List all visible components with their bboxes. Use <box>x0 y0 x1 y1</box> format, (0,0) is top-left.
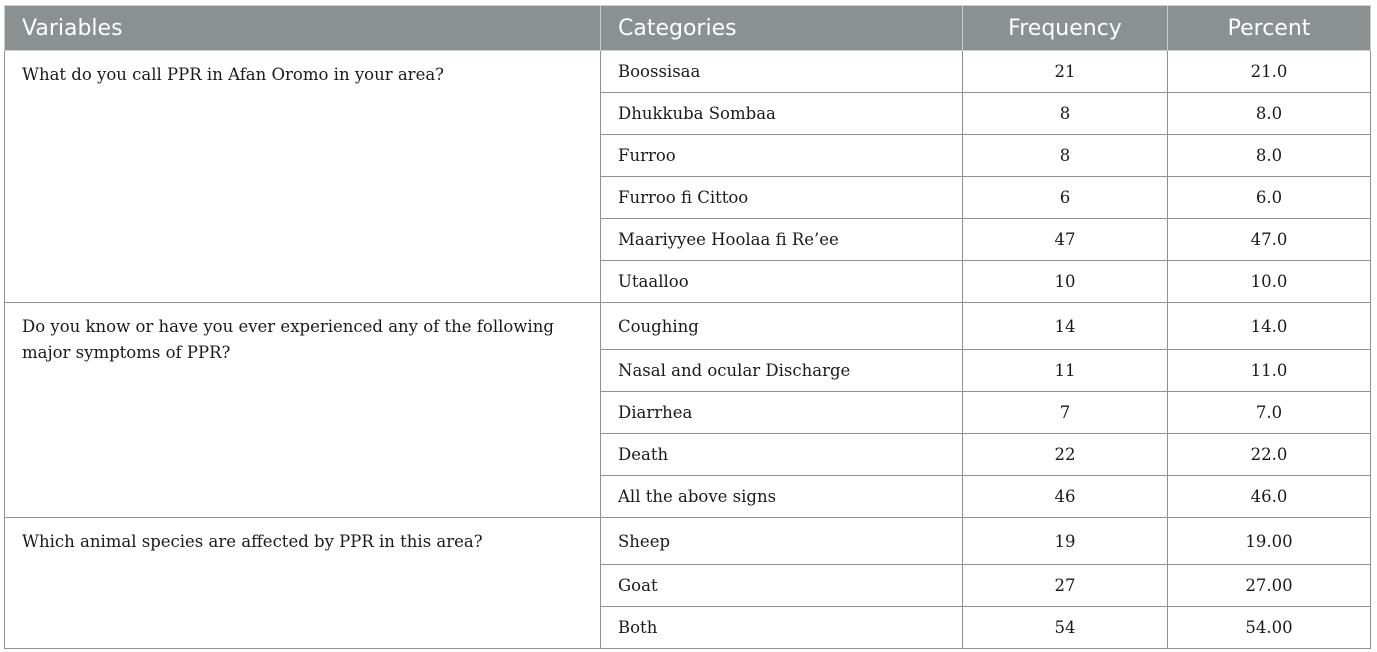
frequency-cell: 27 <box>963 565 1168 607</box>
percent-cell: 54.00 <box>1168 607 1371 649</box>
percent-cell: 10.0 <box>1168 261 1371 303</box>
table-row <box>5 518 1371 565</box>
frequency-cell: 14 <box>963 303 1168 350</box>
frequency-cell: 22 <box>963 434 1168 476</box>
frequency-cell: 46 <box>963 476 1168 518</box>
category-cell: Goat <box>601 565 963 607</box>
table-header <box>5 6 1371 51</box>
percent-cell: 21.0 <box>1168 51 1371 93</box>
percent-cell: 7.0 <box>1168 392 1371 434</box>
category-cell: Both <box>601 607 963 649</box>
percent-cell: 27.00 <box>1168 565 1371 607</box>
table-body <box>5 51 1371 649</box>
category-cell: Coughing <box>601 303 963 350</box>
category-cell: Maariyyee Hoolaa fi Re’ee <box>601 219 963 261</box>
category-cell: Death <box>601 434 963 476</box>
frequency-cell: 8 <box>963 93 1168 135</box>
header-frequency: Frequency <box>963 6 1168 51</box>
category-cell: Dhukkuba Sombaa <box>601 93 963 135</box>
table-row <box>5 51 1371 93</box>
frequency-cell: 11 <box>963 350 1168 392</box>
frequency-cell: 7 <box>963 392 1168 434</box>
data-table <box>4 5 1371 649</box>
category-cell: All the above signs <box>601 476 963 518</box>
category-cell: Furroo <box>601 135 963 177</box>
category-cell: Boossisaa <box>601 51 963 93</box>
category-cell: Utaalloo <box>601 261 963 303</box>
frequency-cell: 47 <box>963 219 1168 261</box>
header-row <box>5 6 1371 51</box>
percent-cell: 19.00 <box>1168 518 1371 565</box>
frequency-cell: 8 <box>963 135 1168 177</box>
percent-cell: 46.0 <box>1168 476 1371 518</box>
frequency-cell: 19 <box>963 518 1168 565</box>
percent-cell: 14.0 <box>1168 303 1371 350</box>
category-cell: Nasal and ocular Discharge <box>601 350 963 392</box>
category-cell: Diarrhea <box>601 392 963 434</box>
frequency-cell: 10 <box>963 261 1168 303</box>
table-row <box>5 303 1371 350</box>
header-categories: Categories <box>601 6 963 51</box>
percent-cell: 47.0 <box>1168 219 1371 261</box>
percent-cell: 8.0 <box>1168 93 1371 135</box>
variable-cell: Do you know or have you ever experienced any of the following major symptoms of PPR? <box>5 303 601 518</box>
percent-cell: 22.0 <box>1168 434 1371 476</box>
variable-cell: What do you call PPR in Afan Oromo in your area? <box>5 51 601 303</box>
frequency-cell: 6 <box>963 177 1168 219</box>
percent-cell: 8.0 <box>1168 135 1371 177</box>
category-cell: Furroo fi Cittoo <box>601 177 963 219</box>
header-variables: Variables <box>5 6 601 51</box>
header-percent: Percent <box>1168 6 1371 51</box>
frequency-cell: 54 <box>963 607 1168 649</box>
percent-cell: 11.0 <box>1168 350 1371 392</box>
frequency-cell: 21 <box>963 51 1168 93</box>
percent-cell: 6.0 <box>1168 177 1371 219</box>
variable-cell: Which animal species are affected by PPR in this area? <box>5 518 601 649</box>
category-cell: Sheep <box>601 518 963 565</box>
